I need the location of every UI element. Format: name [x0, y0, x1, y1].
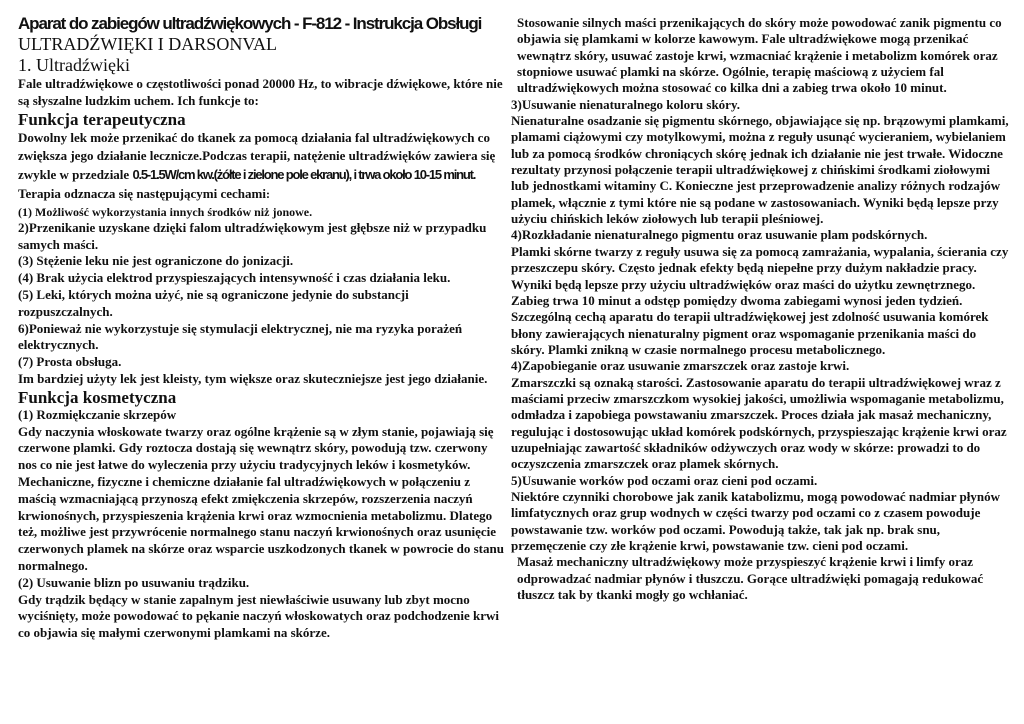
section-3-title: 3)Usuwanie nienaturalnego koloru skóry. — [511, 96, 740, 112]
section-4-text: Plamki skórne twarzy z reguły usuwa się za pomocą zamrażania, wypalania, ścierania czy przeszczepu skóry. Często jednak efekty będą niepełne przy dużym nakładzie pracy. Wyniki będą lepsze przy użyciu ultradźwięków oraz maści do użytku zewnętrznego. Zabieg trwa 10 minut a odstęp pomiędzy dwoma zabiegami wynosi jeden tydzień. Szczególną cechą aparatu do terapii ultradźwiękowej jest zdolność usuwania komórek błony zawierających nienaturalny pigment oraz wspomaganie przenikania maści do skóry. Plamki znikną w czasie normalnego procesu metabolicznego. — [511, 243, 1009, 357]
section-4b-title: 4)Zapobieganie oraz usuwanie zmarszczek oraz zastoje krwi. — [511, 358, 850, 374]
document-title: Aparat do zabiegów ultradźwiękowych - F-812 - Instrukcja Obsługi — [18, 14, 482, 33]
left-column — [18, 14, 506, 642]
therapy-item-7: (7) Prosta obsługa. — [18, 354, 122, 370]
therapy-text-1: Dowolny lek może przenikać do tkanek za pomocą działania fal ultradźwiękowych co zwiększa jego działanie lecznicze.Podczas terapii, natężenie ultradźwięków zawiera się zwykle w przedziale — [18, 129, 496, 183]
cosmetic-item-2-title: (2) Usuwanie blizn po usuwaniu trądziku. — [18, 574, 250, 590]
section-title: ULTRADŹWIĘKI I DARSONVAL — [18, 34, 277, 54]
therapy-heading: Funkcja terapeutyczna — [18, 109, 186, 129]
cosmetic-item-1-title: (1) Rozmiękczanie skrzepów — [18, 406, 177, 422]
section-4b-text: Zmarszczki są oznaką starości. Zastosowanie aparatu do terapii ultradźwiękowej wraz z maściami przeciw zmarszczkom wysokiej jakości, umożliwia wspomaganie metabolizmu, odmładza i zapobiega powstawaniu zmarszczek. Proces działa jak masaż mechaniczny, regulując i dostosowując układ komórek podskórnych, przyspieszając krążenie krwi oraz uzupełniając zawartość składników odżywczych oraz wody w skórze: prowadzi to do oczyszczenia zmarszczek oraz plamek skórnych. — [511, 374, 1007, 472]
therapy-summary: Im bardziej użyty lek jest kleisty, tym większe oraz skuteczniejsze jest jego działanie. — [18, 370, 488, 386]
section-3-text: Nienaturalne osadzanie się pigmentu skórnego, objawiające się np. brązowymi plamkami, plamami ciążowymi czy motylkowymi, można z reguły usunąć wycieraniem, wybielaniem lub za pomocą środków chroniących skórę jednak ich działanie nie jest trwałe. Widoczne rezultaty przynosi połączenie terapii ultradźwiękowej z chińskimi środkami ziołowymi lub jednostkami witaminy C. Konieczne jest przeprowadzenie analizy różnych rodzajów plamek, włącznie z tymi które nie są podane w zastosowaniach. Wyniki będą lepsze przy użyciu chińskich leków ziołowych lub terapii pleśniowej. — [511, 113, 1009, 227]
therapy-item-1: (1) Możliwość wykorzystania innych środków niż jonowe. — [18, 204, 313, 219]
therapy-text-2: Terapia odznacza się następującymi cechami — [18, 185, 266, 201]
section-5-title: 5)Usuwanie worków pod oczami oraz cieni pod oczami. — [511, 472, 818, 488]
cosmetic-heading: Funkcja kosmetyczna — [18, 387, 177, 407]
continued-paragraph: Stosowanie silnych maści przenikających do skóry może powodować zanik pigmentu co objawia się plamkami w kolorze kawowym. Fale ultradźwiękowe mogą przenikać wewnątrz skóry, usuwać zastoje krwi, wzmacniać krążenie i metabolizm komórek oraz stopniowe usuwać plamki na skórze. Ogólnie, terapię maściową z użyciem fal ultradźwiękowych można stosować co kilka dni a zabieg trwa około 10 minut. — [517, 15, 1002, 96]
cosmetic-item-1-mechanism: Mechaniczne, fizyczne i chemiczne działanie fal ultradźwiękowych w połączeniu z maścią wzmacniającą przynoszą efekt zmiękczenia skrzepów, rozszerzenia naczyń krwionośnych, przyspieszenia krążenia krwi oraz wzmocnienia metabolizmu. Dlatego też, możliwe jest przywrócenie normalnego stanu naczyń krwionośnych oraz usunięcie czerwonych plamek na skórze oraz wsparcie uszkodzonych tkanek w powrocie do stanu normalnego. — [18, 473, 504, 573]
cosmetic-item-1-text: Gdy naczynia włoskowate twarzy oraz ogólne krążenie są w złym stanie, pojawiają się czerwone plamki. Gdy roztocza dostają się wewnątrz skóry, powodują tzw. czerwony nos co nie jest łatwe do wyleczenia przy użyciu tradycyjnych leków i kosmetyków. — [18, 423, 494, 473]
therapy-item-6: 6)Ponieważ nie wykorzystuje się stymulacji elektrycznej, nie ma ryzyka porażeń elektrycznych. — [18, 320, 463, 353]
section-4-title: 4)Rozkładanie nienaturalnego pigmentu oraz usuwanie plam podskórnych. — [511, 227, 928, 243]
therapy-item-4: (4) Brak użycia elektrod przyspieszających intensywność i czas działania leku. — [18, 270, 451, 286]
therapy-item-2: 2)Przenikanie uzyskane dzięki falom ultradźwiękowym jest głębsze niż w przypadku samych maści. — [18, 219, 487, 252]
therapy-item-3: (3) Stężenie leku nie jest ograniczone do jonizacji. — [18, 253, 294, 269]
intro-paragraph: Fale ultradźwiękowe o częstotliwości ponad 20000 Hz, to wibracje dźwiękowe, które nie są słyszalne ludzkim uchem. Ich funkcje to: — [18, 76, 503, 108]
therapy-paragraph — [18, 129, 506, 204]
therapy-intensity-range: 0.5-1.5W/cm kw.(żółte i zielone pole ekranu), i trwa około 10-15 minut. — [132, 167, 476, 183]
therapy-item-5: (5) Leki, których można użyć, nie są ograniczone jedynie do substancji rozpuszczalnych. — [18, 286, 409, 319]
subsection-title: 1. Ultradźwięki — [18, 55, 130, 75]
closing-paragraph: Masaż mechaniczny ultradźwiękowy może przyspieszyć krążenie krwi i limfy oraz odprowadzać nadmiar płynów i tłuszczu. Gorące ultradźwięki pomagają redukować tłuszcz tak by tkanki mogły go wchłaniać. — [517, 554, 984, 603]
section-5-text: Niektóre czynniki chorobowe jak zanik katabolizmu, mogą powodować nadmiar płynów limfatycznych oraz grup wodnych w części twarzy pod oczami co z czasem powoduje powstawanie tzw. worków pod oczami. Powodują także, tak jak np. brak snu, przemęczenie czy złe krążenie krwi, powstawanie tzw. cieni pod oczami. — [511, 488, 1000, 553]
right-column — [511, 15, 1009, 603]
cosmetic-item-2-text: Gdy trądzik będący w stanie zapalnym jest niewłaściwie usuwany lub zbyt mocno wyciśnięty, może powodować to pękanie naczyń włoskowatych oraz podchodzenie krwi co objawia się małymi czerwonymi plamkami na skórze. — [18, 591, 499, 641]
therapy-colon: : — [265, 186, 270, 201]
